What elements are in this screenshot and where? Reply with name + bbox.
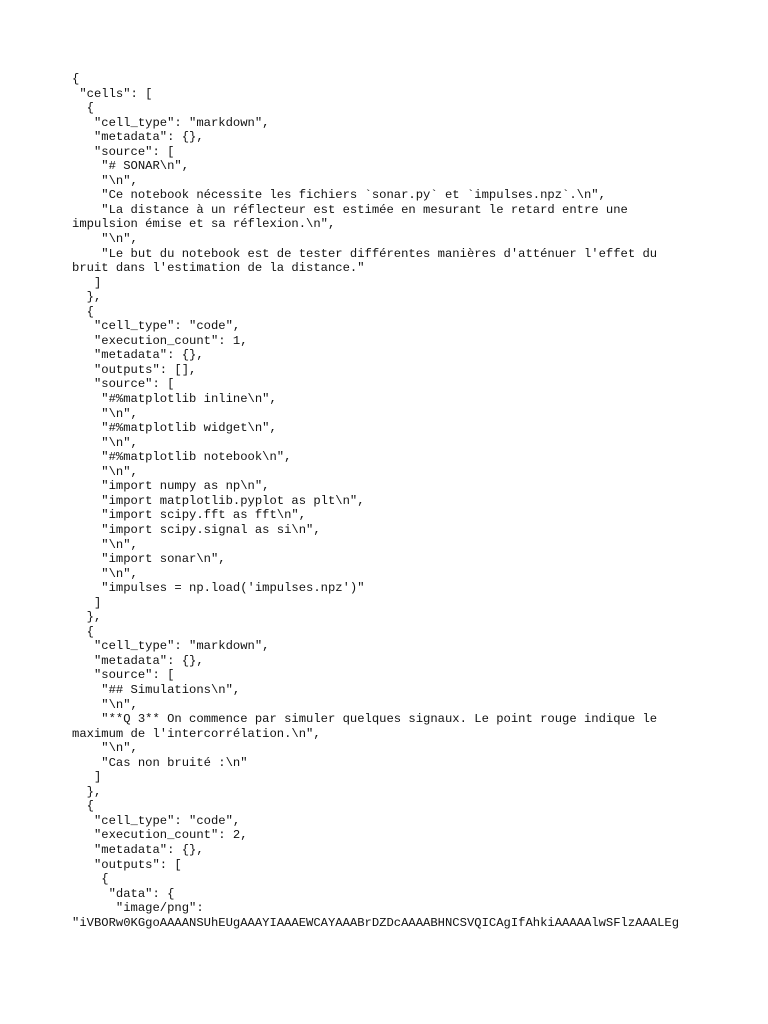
code-line: "source": [	[72, 144, 175, 159]
code-line: "outputs": [	[72, 857, 182, 872]
code-line: "cell_type": "markdown",	[72, 639, 270, 654]
code-line: },	[72, 784, 102, 799]
code-line: "#%matplotlib inline\n",	[72, 392, 277, 407]
code-line: "cell_type": "code",	[72, 813, 241, 828]
code-line: "source": [	[72, 668, 175, 683]
code-line: "execution_count": 2,	[72, 828, 248, 843]
code-line: },	[72, 290, 102, 305]
code-line: maximum de l'intercorrélation.\n",	[72, 726, 321, 741]
code-line: "metadata": {},	[72, 653, 204, 668]
code-line: "**Q 3** On commence par simuler quelques signaux. Le point rouge indique le	[72, 712, 658, 727]
code-line: "## Simulations\n",	[72, 682, 241, 697]
code-line: "cells": [	[72, 86, 153, 101]
code-line: "Le but du notebook est de tester différentes manières d'atténuer l'effet du	[72, 246, 658, 261]
code-line: "execution_count": 1,	[72, 333, 248, 348]
code-line: {	[72, 304, 94, 319]
code-line: "iVBORw0KGgoAAAANSUhEUgAAAYIAAAEWCAYAAABrDZDcAAAABHNCSVQICAgIfAhkiAAAAAlwSFlzAAALEg	[72, 915, 680, 930]
code-line: "import matplotlib.pyplot as plt\n",	[72, 493, 365, 508]
code-line: "metadata": {},	[72, 348, 204, 363]
code-line: "metadata": {},	[72, 130, 204, 145]
code-line: impulsion émise et sa réflexion.\n",	[72, 217, 336, 232]
code-line: "\n",	[72, 464, 138, 479]
code-line: {	[72, 72, 80, 86]
code-line: "metadata": {},	[72, 842, 204, 857]
code-line: "La distance à un réflecteur est estimée en mesurant le retard entre une	[72, 202, 628, 217]
code-line: "import scipy.signal as si\n",	[72, 522, 321, 537]
code-line: ]	[72, 595, 102, 610]
code-line: "cell_type": "code",	[72, 319, 241, 334]
code-line: "data": {	[72, 886, 175, 901]
code-line: "cell_type": "markdown",	[72, 115, 270, 130]
code-line: "Ce notebook nécessite les fichiers `sonar.py` et `impulses.npz`.\n",	[72, 188, 606, 203]
code-line: ]	[72, 770, 102, 785]
code-line: "# SONAR\n",	[72, 159, 190, 174]
code-line: {	[72, 799, 94, 814]
code-line: "\n",	[72, 697, 138, 712]
code-line: "\n",	[72, 537, 138, 552]
code-line: "impulses = np.load('impulses.npz')"	[72, 581, 365, 596]
code-line: ]	[72, 275, 102, 290]
code-line: "#%matplotlib notebook\n",	[72, 450, 292, 465]
code-line: "Cas non bruité :\n"	[72, 755, 248, 770]
code-line: "\n",	[72, 741, 138, 756]
code-line: bruit dans l'estimation de la distance."	[72, 261, 365, 276]
code-line: "import sonar\n",	[72, 552, 226, 567]
notebook-json-source	[72, 72, 712, 930]
code-line: "\n",	[72, 173, 138, 188]
code-line: "import scipy.fft as fft\n",	[72, 508, 307, 523]
code-line: "\n",	[72, 435, 138, 450]
code-line: },	[72, 610, 102, 625]
code-line: "\n",	[72, 232, 138, 247]
code-line: "#%matplotlib widget\n",	[72, 421, 277, 436]
code-line: "outputs": [],	[72, 362, 197, 377]
code-line: "\n",	[72, 566, 138, 581]
code-line: "import numpy as np\n",	[72, 479, 270, 494]
code-line: {	[72, 624, 94, 639]
code-line: "image/png":	[72, 901, 204, 916]
code-line: {	[72, 101, 94, 116]
code-line: "source": [	[72, 377, 175, 392]
code-line: "\n",	[72, 406, 138, 421]
code-line: {	[72, 872, 109, 887]
